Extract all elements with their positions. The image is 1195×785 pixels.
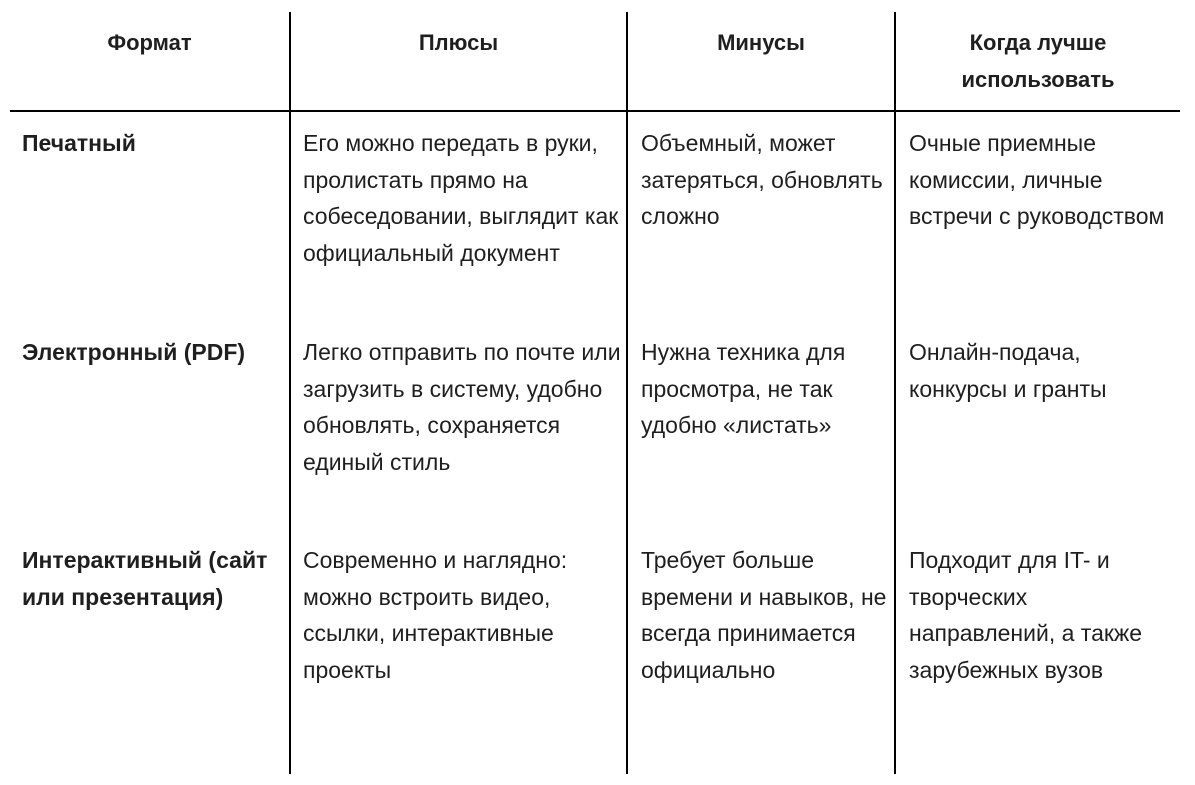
header-format: Формат xyxy=(107,30,192,55)
column-divider-2 xyxy=(626,12,628,774)
header-cons: Минусы xyxy=(717,30,805,55)
row-3-when: Подходит для IT- и творческих направлений, а также зарубежных вузов xyxy=(909,547,1143,683)
header-when: Когда лучше использовать xyxy=(961,30,1115,92)
header-divider xyxy=(10,110,1180,112)
row-1-format: Печатный xyxy=(22,130,136,156)
row-3-cons: Требует больше времени и навыков, не всегда принимается официально xyxy=(641,547,887,683)
header-pros: Плюсы xyxy=(418,30,499,55)
row-2-when: Онлайн-подача, конкурсы и гранты xyxy=(909,339,1107,402)
column-divider-1 xyxy=(289,12,291,774)
column-divider-3 xyxy=(894,12,896,774)
row-1-when: Очные приемные комиссии, личные встречи с руководством xyxy=(909,130,1165,229)
row-3-format: Интерактивный (сайт или презентация) xyxy=(22,547,268,610)
comparison-table xyxy=(10,12,1180,774)
row-2-cons: Нужна техника для просмотра, не так удобно «листать» xyxy=(641,339,846,438)
row-3-pros: Современно и наглядно: можно встроить видео, ссылки, интерактивные проекты xyxy=(303,547,568,683)
row-2-format: Электронный (PDF) xyxy=(22,339,246,365)
row-1-pros: Его можно передать в руки, пролистать прямо на собеседовании, выглядит как официальный документ xyxy=(303,130,619,266)
row-1-cons: Объемный, может затеряться, обновлять сложно xyxy=(641,130,883,229)
row-2-pros: Легко отправить по почте или загрузить в систему, удобно обновлять, сохраняется единый стиль xyxy=(303,339,621,475)
